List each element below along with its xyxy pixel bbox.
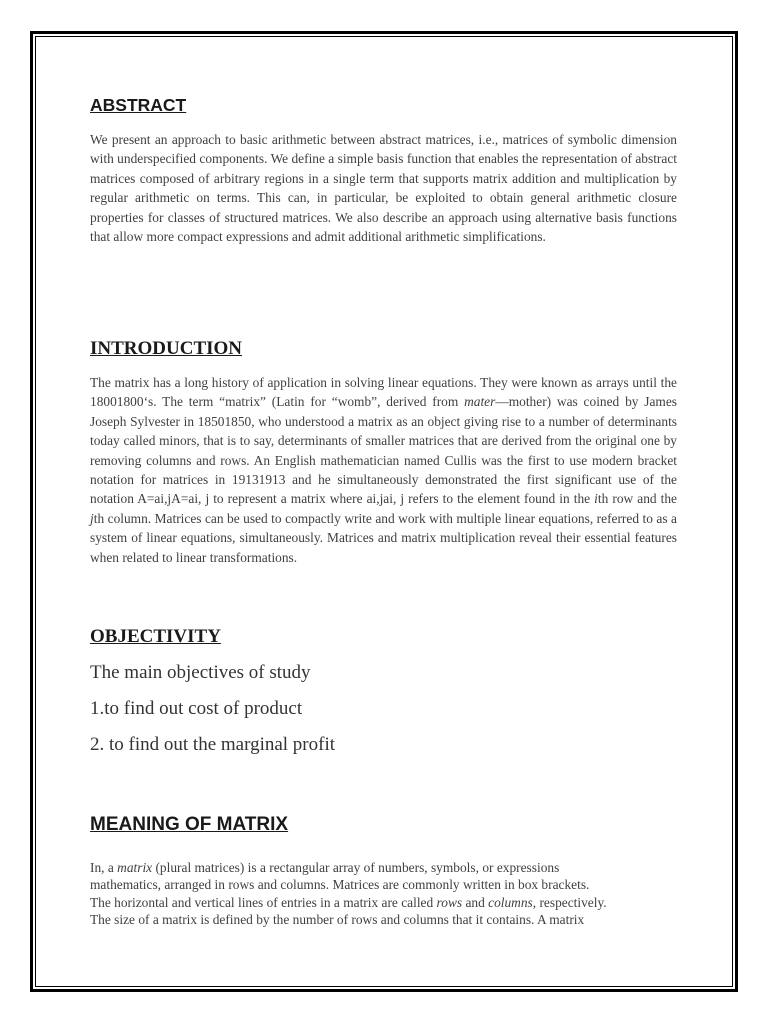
meaning-text-3a: The horizontal and vertical lines of entries in a matrix are called: [90, 894, 437, 910]
intro-text-2: —mother) was coined by James Joseph Sylvester in 18501850, who understood a matrix as an object giving rise to a number of determinants today called minors, that is to say, determinants of smaller matrices that are derived from the original one by removing columns and rows. An English mathematician named Cullis was the first to use modern bracket notation for matrices in 19131913 and he simultaneously demonstrated the first significant use of the notation A=ai,jA=ai, j to represent a matrix where ai,jai, j refers to the element found in the: [90, 394, 677, 507]
intro-i: i: [594, 491, 598, 507]
introduction-paragraph: [90, 373, 677, 567]
intro-j: j: [90, 510, 94, 526]
meaning-text-1a: In, a: [90, 860, 118, 875]
intro-text-1: The matrix has a long history of application in solving linear equations. They were known as arrays until the 18001800‘s. The term “matrix” (Latin for “womb”, derived from: [90, 375, 677, 410]
meaning-text-3b: and: [462, 894, 489, 910]
introduction-heading: INTRODUCTION: [90, 338, 243, 359]
intro-text-3: th row and the: [597, 491, 677, 507]
objectivity-line-3: 2. to find out the marginal profit: [90, 734, 336, 755]
meaning-text-1b: (plural matrices) is a rectangular array of numbers, symbols, or expressions: [152, 860, 560, 875]
meaning-heading: MEANING OF MATRIX: [90, 814, 289, 835]
abstract-paragraph: We present an approach to basic arithmetic between abstract matrices, i.e., matrices of symbolic dimension with underspecified components. We define a simple basis function that enables the representation of abstract matrices composed of arbitrary regions in a single term that supports matrix addition and multiplication by regular arithmetic on terms. This can, in particular, be exploited to obtain general arithmetic closure properties for classes of structured matrices. We also describe an approach using alternative basis functions that allow more compact expressions and admit additional arithmetic simplifications.: [90, 132, 677, 245]
meaning-columns: columns: [488, 894, 533, 910]
meaning-text-4: The size of a matrix is defined by the number of rows and columns that it contains. A matrix: [90, 911, 585, 927]
objectivity-line-2: 1.to find out cost of product: [90, 698, 303, 719]
intro-mater: mater: [464, 394, 496, 410]
abstract-heading: ABSTRACT: [90, 95, 187, 115]
intro-text-4: th column. Matrices can be used to compactly write and work with multiple linear equations, referred to as a system of linear equations, simultaneously. Matrices and matrix multiplication reveal their essential features when related to linear transformations.: [90, 510, 677, 565]
meaning-rows: rows: [436, 894, 463, 910]
meaning-text-3c: , respectively.: [532, 894, 607, 910]
objectivity-heading: OBJECTIVITY: [90, 626, 221, 647]
meaning-paragraph: [90, 859, 680, 928]
objectivity-line-1: The main objectives of study: [90, 662, 311, 683]
meaning-text-2: mathematics, arranged in rows and columns. Matrices are commonly written in box brackets.: [90, 877, 590, 893]
meaning-matrix: matrix: [117, 860, 153, 875]
